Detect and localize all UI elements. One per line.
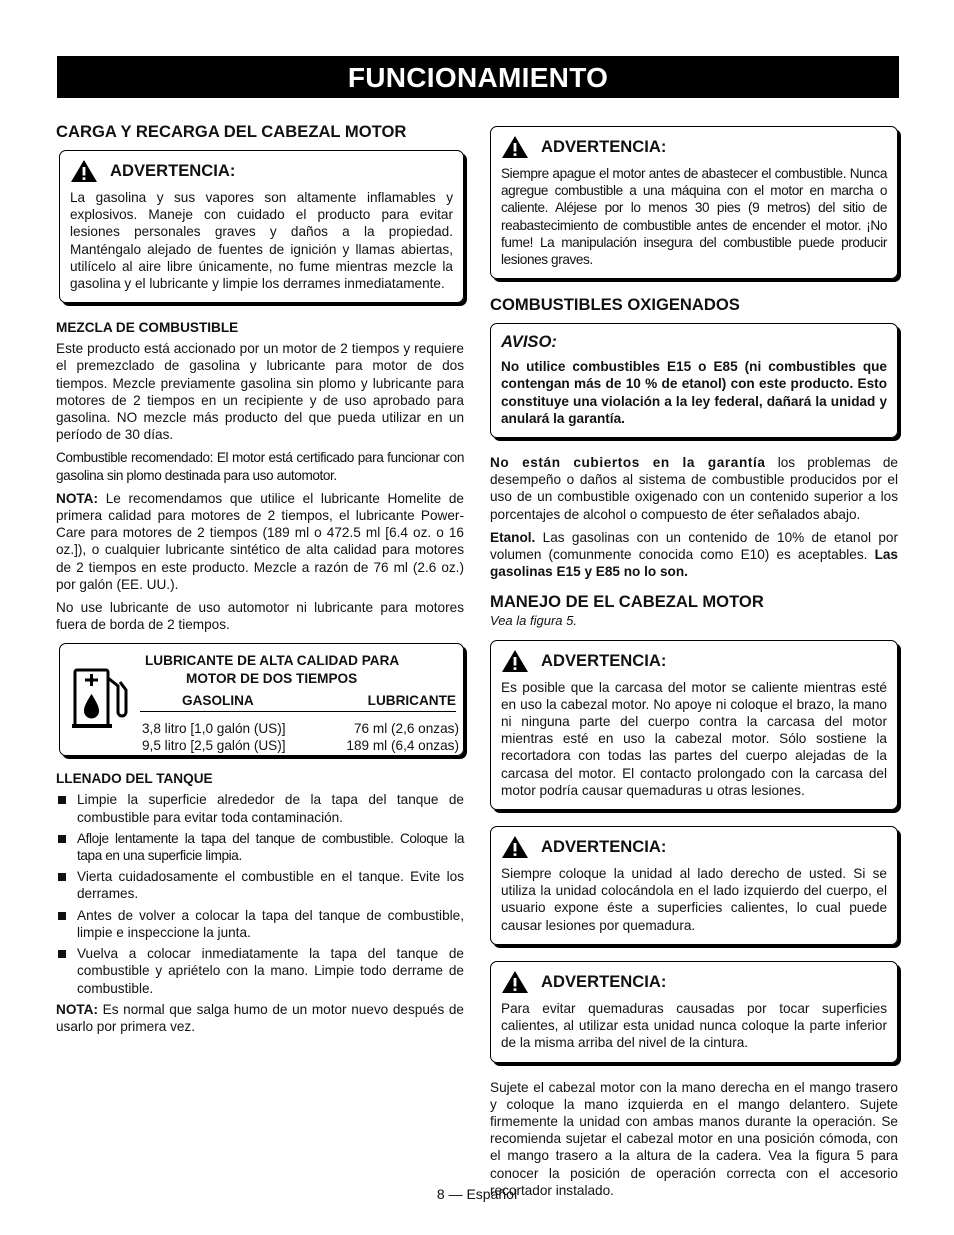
section-title-carga: CARGA Y RECARGA DEL CABEZAL MOTOR [56,122,407,141]
section-title-manejo: MANEJO DE EL CABEZAL MOTOR [490,592,764,612]
etanol-bold-2: Las gasolinas E15 y E85 no lo son. [490,547,898,580]
warning-title: ADVERTENCIA: [541,971,667,991]
warning-triangle-icon [501,835,529,859]
fuel-pump-icon [72,668,130,730]
warning-text: Siempre coloque la unidad al lado derecho de usted. Si se utiliza la unidad colocándola en el lado izquierdo del cuerpo, el usuario expone éste a superficies calientes, lo cual puede causar lesiones por quemadura. [501,866,887,933]
warning-box-gasoline [59,150,464,303]
figure-reference: Vea la figura 5. [490,613,577,629]
table-cell-gas: 9,5 litro [2,5 galón (US)] [142,738,286,754]
warning-text: Para evitar quemaduras causadas por tocar superficies calientes, al utilizar esta unidad nunca coloque la parte inferior de la misma arriba del nivel de la cintura. [501,1000,887,1051]
mezcla-paragraph-3: No use lubricante de uso automotor ni lubricante para motores fuera de borda de 2 tiempos. [56,600,464,633]
page-banner: FUNCIONAMIENTO [57,56,899,98]
garantia-text: los problemas de desempeño o daños al sistema de combustible producidos por el uso de un combustible oxigenado con un contenido superior a los porcentajes de alcohol o compuesto de éter señalados abajo. [490,455,898,522]
left-column [56,122,464,1041]
nota-paragraph-2 [56,1001,464,1035]
subsection-title-mezcla: MEZCLA DE COMBUSTIBLE [56,320,239,336]
warning-triangle-icon [501,649,529,673]
table-cell-gas: 3,8 litro [1,0 galón (US)] [142,721,286,737]
garantia-bold: No están cubiertos en la garantía [490,455,766,471]
warning-box-refuel [490,126,898,279]
list-item: Afloje lentamente la tapa del tanque de combustible. Coloque la tapa en una superficie limpia. [56,830,464,864]
warning-text: Es posible que la carcasa del motor se caliente mientras esté en uso la cabezal motor. No apoye ni coloque el brazo, la mano ni ninguna parte del cuerpo contra la carcasa del motor mientras esté en uso la cabezal motor. Sólo sostiene la recortadora con todas las partes del cuerpo alejadas de la carcasa del motor. El contacto prolongado con la carcasa del motor podría causar quemaduras u otras lesiones. [501,679,887,798]
column-header-lubricante: LUBRICANTE [367,693,456,709]
warning-text: La gasolina y sus vapores son altamente inflamables y explosivos. Maneje con cuidado el producto para evitar lesiones personales graves y daños a la propiedad. Manténgalo alejado de fuentes de ignición y llamas abiertas, utilícelo al aire libre únicamente, no fume mientras mezcle la gasolina y el lubricante y limpie los derrames inmediatamente. [70,190,453,292]
aviso-box [490,323,898,438]
fuel-table-title [145,652,445,688]
page-footer: 8 — Español [436,1186,518,1202]
warning-triangle-icon [501,135,529,159]
table-cell-lub: 189 ml (6,4 onzas) [346,738,459,754]
mezcla-paragraph-1: Este producto está accionado por un motor de 2 tiempos y requiere el premezclado de gasolina y lubricante para motor de dos tiempos. Mezcle previamente gasolina sin plomo y lubricante para motores de 2 tiempos en un recipiente y de uso aprobado para gasolina. NO mezcle más producto del que pueda utilizar en un período de 30 días. [56,341,464,443]
aviso-text: No utilice combustibles E15 o E85 (ni combustibles que contengan más de 10 % de etanol) con este producto. Esto constituye una violación a la ley federal, dañará la unidad y anulará la garantía. [501,359,887,426]
warning-header [501,135,887,159]
warning-header [501,835,887,859]
list-item: Antes de volver a colocar la tapa del tanque de combustible, limpie e inspeccione la junta. [56,907,464,941]
warning-header [501,649,887,673]
fuel-table-title-line1: LUBRICANTE DE ALTA CALIDAD PARA [145,653,400,669]
nota-paragraph-1 [56,490,464,593]
warning-header [501,970,887,994]
table-cell-lub: 76 ml (2,6 onzas) [353,721,459,737]
nota-text: Le recomendamos que utilice el lubricante Homelite de primera calidad para motores de 2 tiempos, el lubricante Power-Care para motores de 2 tiempos (189 ml o 472.5 ml [6.4 oz. o 16 oz.]), o cualquier lubricante sintético de alta calidad para motores de 2 tiempos en este producto. Mezcle a razón de 76 ml (2.6 oz.) por galón (EE. UU.). [56,490,464,592]
warning-header [70,159,453,183]
nota-text: Es normal que salga humo de un motor nuevo después de usarlo por primera vez. [56,1001,464,1034]
warning-title: ADVERTENCIA: [541,137,667,156]
warning-triangle-icon [70,159,98,183]
warning-triangle-icon [501,970,529,994]
fuel-table-title-line2: MOTOR DE DOS TIEMPOS [186,671,358,687]
warning-title: ADVERTENCIA: [541,650,667,670]
garantia-paragraph [490,454,898,523]
fuel-mix-table [59,643,464,756]
nota-label: NOTA: [56,490,99,506]
list-item: Vuelva a colocar inmediatamente la tapa del tanque de combustible y apriételo con la mano. Limpie todo derrame de combustible. [56,945,464,997]
warning-box-waist-level [490,961,898,1063]
fuel-table-header [140,692,456,712]
llenado-list [56,791,464,996]
right-column [490,126,898,1205]
nota-label: NOTA: [56,1001,99,1017]
column-header-gasolina: GASOLINA [182,693,254,709]
etanol-text: Las gasolinas con un contenido de 10% de etanol por volumen (comunmente conocida como E10) es aceptables. [490,529,898,563]
etanol-paragraph [490,529,898,581]
mezcla-paragraph-2: Combustible recomendado: El motor está certificado para funcionar con gasolina sin plomo destinada para uso automotor. [56,450,464,483]
manejo-paragraph: Sujete el cabezal motor con la mano derecha en el mango trasero y coloque la mano izquierda en el mango delantero. Sujete firmemente la unidad con ambas manos durante la operación. Se recomienda sujetar el cabezal motor en una posición cómoda, con el mango trasero a la altura de la cadera. Vea la figura 5 para conocer la posición de operación correcta con el accesorio recortador instalado. [490,1079,898,1198]
etanol-bold: Etanol. [490,529,536,545]
warning-box-right-side [490,826,898,945]
list-item: Limpie la superficie alrededor de la tapa del tanque de combustible para evitar toda contaminación. [56,791,464,825]
list-item: Vierta cuidadosamente el combustible en el tanque. Evite los derrames. [56,868,464,902]
warning-title: ADVERTENCIA: [110,161,236,180]
warning-title: ADVERTENCIA: [541,837,667,857]
section-title-oxigenados: COMBUSTIBLES OXIGENADOS [490,295,740,315]
aviso-title: AVISO: [501,332,557,352]
subsection-title-llenado: LLENADO DEL TANQUE [56,771,213,787]
warning-text: Siempre apague el motor antes de abastecer el combustible. Nunca agregue combustible a una máquina con el motor en marcha o caliente. Aléjese por lo menos 30 pies (9 metros) del sitio de reabastecimiento de combustible antes de encender el motor. ¡No fume! La manipulación insegura del combustible puede producir lesiones graves. [501,166,887,268]
warning-box-hot-housing [490,640,898,810]
